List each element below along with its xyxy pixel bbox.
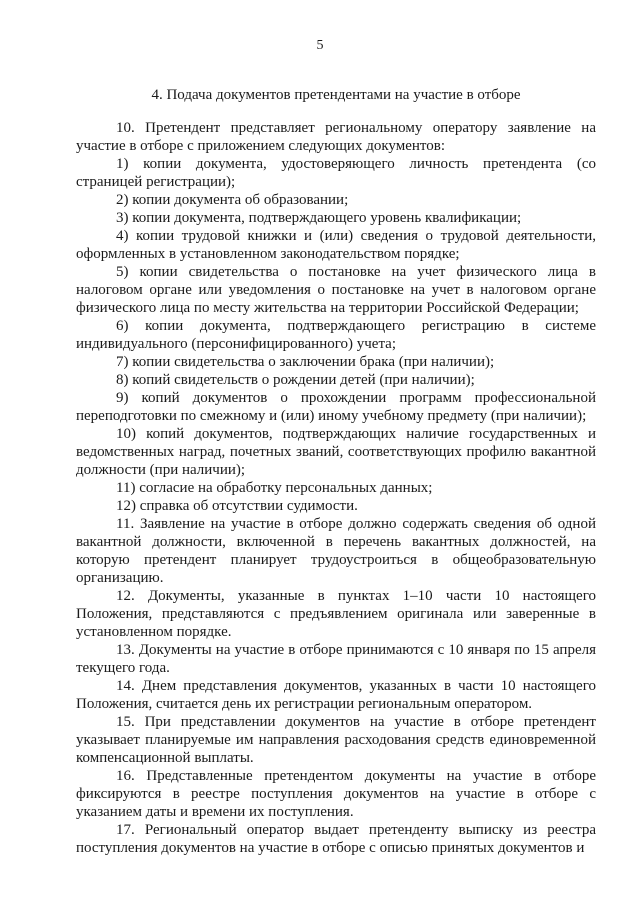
paragraph-17: 17. Региональный оператор выдает претенденту выписку из реестра поступления документов на участие в отборе с описью принятых документов и (76, 822, 596, 856)
list-item-8: 8) копий свидетельств о рождении детей (при наличии); (116, 372, 475, 388)
list-item-1: 1) копии документа, удостоверяющего личность претендента (со страницей регистрации); (76, 156, 596, 190)
paragraph-13: 13. Документы на участие в отборе принимаются с 10 января по 15 апреля текущего года. (76, 642, 596, 676)
paragraph-15: 15. При представлении документов на участие в отборе претендент указывает планируемые им направления расходования средств единовременной компенсационной выплаты. (76, 714, 596, 766)
list-item-5: 5) копии свидетельства о постановке на учет физического лица в налоговом органе или уведомления о постановке на учет в налоговом органе физического лица по месту жительства на территории Российской Федерации; (76, 264, 596, 316)
list-item-4: 4) копии трудовой книжки и (или) сведения о трудовой деятельности, оформленных в установленном законодательством порядке; (76, 228, 596, 262)
list-item-6: 6) копии документа, подтверждающего регистрацию в системе индивидуального (персонифицированного) учета; (76, 318, 596, 352)
list-item-9: 9) копий документов о прохождении программ профессиональной переподготовки по смежному и (или) иному учебному предмету (при наличии); (76, 390, 596, 424)
section-heading: 4. Подача документов претендентами на участие в отборе (151, 87, 521, 103)
list-item-10: 10) копий документов, подтверждающих наличие государственных и ведомственных наград, почетных званий, соответствующих профилю вакантной должности (при наличии); (76, 426, 596, 478)
list-item-7: 7) копии свидетельства о заключении брака (при наличии); (116, 354, 495, 370)
list-item-12: 12) справка об отсутствии судимости. (116, 498, 358, 514)
paragraph-11: 11. Заявление на участие в отборе должно содержать сведения об одной вакантной должности, включенной в перечень вакантных должностей, на которую претендент планирует трудоустроиться в общеобразовательную организацию. (76, 516, 596, 586)
paragraph-10: 10. Претендент представляет региональному оператору заявление на участие в отборе с приложением следующих документов: (76, 120, 596, 154)
page-number: 5 (316, 38, 324, 53)
paragraph-12: 12. Документы, указанные в пунктах 1–10 части 10 настоящего Положения, представляются с предъявлением оригинала или заверенные в установленном порядке. (76, 588, 596, 640)
list-item-11: 11) согласие на обработку персональных данных; (116, 480, 433, 496)
list-item-2: 2) копии документа об образовании; (116, 192, 349, 208)
list-item-3: 3) копии документа, подтверждающего уровень квалификации; (116, 210, 522, 226)
paragraph-14: 14. Днем представления документов, указанных в части 10 настоящего Положения, считается день их регистрации региональным оператором. (76, 678, 596, 712)
paragraph-16: 16. Представленные претендентом документы на участие в отборе фиксируются в реестре поступления документов на участие в отборе с указанием даты и времени их поступления. (76, 768, 596, 820)
document-body (76, 119, 596, 857)
